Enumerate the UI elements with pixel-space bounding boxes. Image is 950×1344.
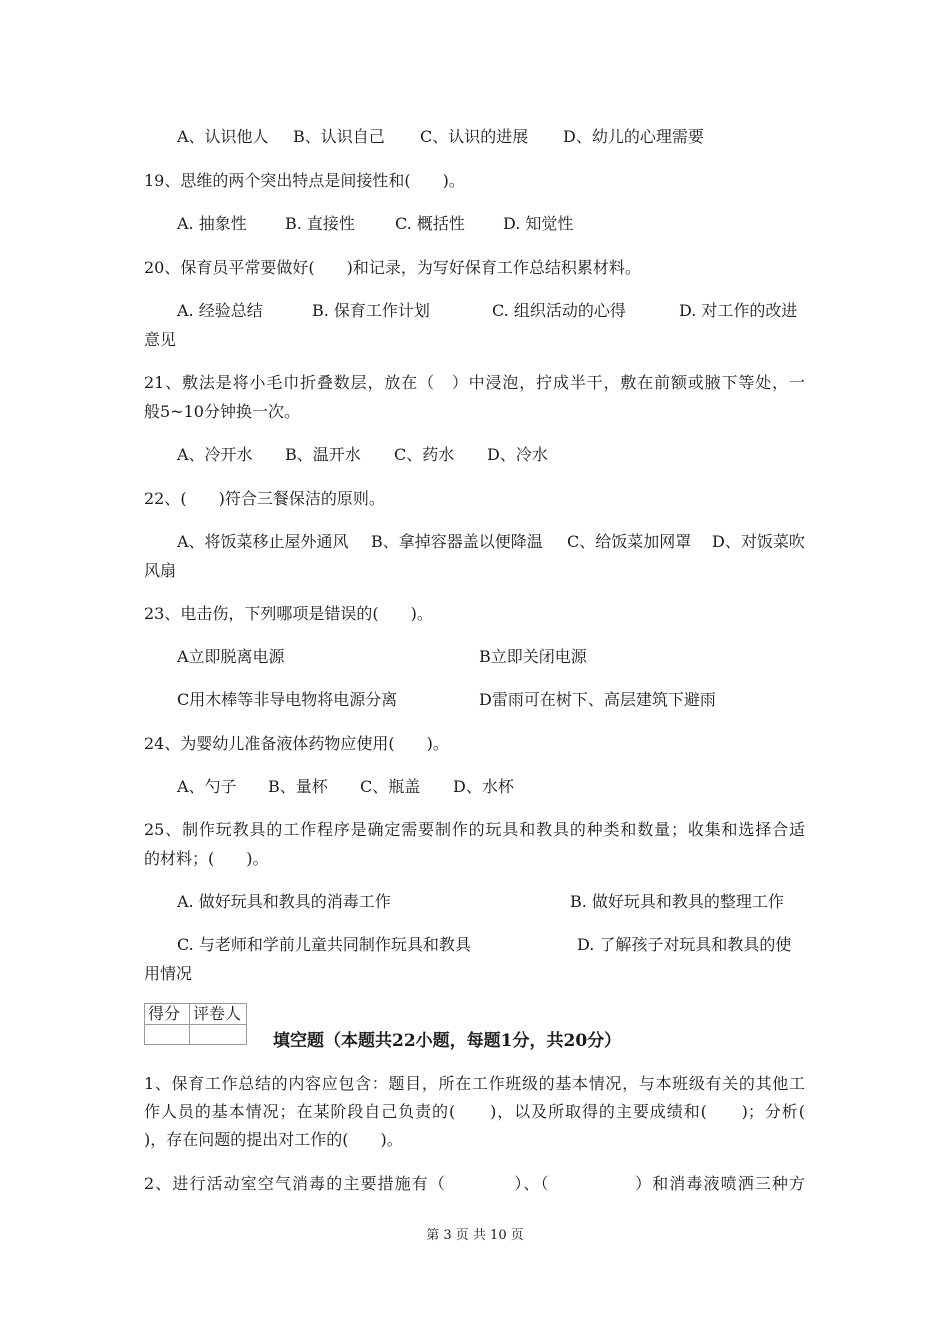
q23-stem: 23、电击伤，下列哪项是错误的( )。: [144, 604, 433, 623]
grader-header: 评卷人: [190, 1004, 247, 1025]
f1-line1: 1、保育工作总结的内容应包含：题目，所在工作班级的基本情况，与本班级有关的其他工: [144, 1074, 805, 1093]
q19-option-d: D. 知觉性: [503, 214, 574, 233]
q24-option-c: C、瓶盖: [360, 777, 421, 796]
q21-stem-line1: 21、敷法是将小毛巾折叠数层，放在（ ）中浸泡，拧成半干，敷在前额或腋下等处，一: [144, 373, 805, 392]
q22-option-wrap: 风扇: [144, 561, 177, 580]
q25-stem-line1: 25、制作玩教具的工作程序是确定需要制作的玩具和教具的种类和数量；收集和选择合适: [144, 820, 805, 839]
q18-option-c: C、认识的进展: [420, 127, 529, 146]
q21-option-c: C、药水: [394, 445, 455, 464]
q22-option-a: A、将饭菜移止屋外通风: [177, 532, 349, 551]
q21-stem-line2: 般5~10分钟换一次。: [144, 402, 300, 421]
q24-option-d: D、水杯: [453, 777, 514, 796]
q21-option-d: D、冷水: [487, 445, 548, 464]
q24-stem: 24、为婴幼儿准备液体药物应使用( )。: [144, 734, 449, 753]
section-title: 填空题（本题共22小题，每题1分，共20分）: [273, 1031, 622, 1051]
q25-stem-line2: 的材料；( )。: [144, 849, 269, 868]
q23-option-d: D雷雨可在树下、高层建筑下避雨: [479, 690, 716, 709]
q19-stem: 19、思维的两个突出特点是间接性和( )。: [144, 171, 465, 190]
grader-cell[interactable]: [190, 1025, 247, 1045]
q23-option-b: B立即关闭电源: [479, 647, 587, 666]
q25-option-a: A. 做好玩具和教具的消毒工作: [177, 892, 391, 911]
q23-option-c: C用木棒等非导电物将电源分离: [177, 690, 398, 709]
q20-option-d: D. 对工作的改进: [679, 301, 798, 320]
score-cell[interactable]: [145, 1025, 190, 1045]
f2-line1: 2、进行活动室空气消毒的主要措施有（ ）、（ ）和消毒液喷洒三种方: [144, 1174, 805, 1193]
score-table: [144, 1003, 247, 1045]
q22-option-b: B、拿掉容器盖以便降温: [371, 532, 543, 551]
q22-stem: 22、( )符合三餐保洁的原则。: [144, 489, 385, 508]
q25-option-b: B. 做好玩具和教具的整理工作: [570, 892, 784, 911]
q20-option-c: C. 组织活动的心得: [492, 301, 626, 320]
q18-option-d: D、幼儿的心理需要: [563, 127, 704, 146]
q25-option-wrap: 用情况: [144, 964, 193, 983]
f1-line2: 作人员的基本情况；在某阶段自己负责的( )，以及所取得的主要成绩和( )；分析(: [144, 1102, 805, 1121]
page-footer: 第 3 页 共 10 页: [426, 1228, 524, 1243]
score-header: 得分: [145, 1004, 190, 1025]
q23-option-a: A立即脱离电源: [177, 647, 285, 666]
q24-option-b: B、量杯: [268, 777, 328, 796]
q19-option-a: A. 抽象性: [177, 214, 247, 233]
q22-option-d: D、对饭菜吹: [712, 532, 805, 551]
q20-option-a: A. 经验总结: [177, 301, 263, 320]
q21-option-b: B、温开水: [285, 445, 361, 464]
q20-stem: 20、保育员平常要做好( )和记录，为写好保育工作总结积累材料。: [144, 258, 641, 277]
q20-option-b: B. 保育工作计划: [312, 301, 430, 320]
q18-option-a: A、认识他人: [177, 127, 269, 146]
q25-option-c: C. 与老师和学前儿童共同制作玩具和教具: [177, 935, 471, 954]
q22-option-c: C、给饭菜加网罩: [567, 532, 692, 551]
q19-option-b: B. 直接性: [285, 214, 355, 233]
f1-line3: )，存在问题的提出对工作的( )。: [144, 1130, 403, 1149]
q20-option-wrap: 意见: [144, 330, 177, 349]
q24-option-a: A、勺子: [177, 777, 237, 796]
q18-option-b: B、认识自己: [293, 127, 385, 146]
q25-option-d: D. 了解孩子对玩具和教具的使: [577, 935, 792, 954]
q19-option-c: C. 概括性: [395, 214, 465, 233]
q21-option-a: A、冷开水: [177, 445, 253, 464]
